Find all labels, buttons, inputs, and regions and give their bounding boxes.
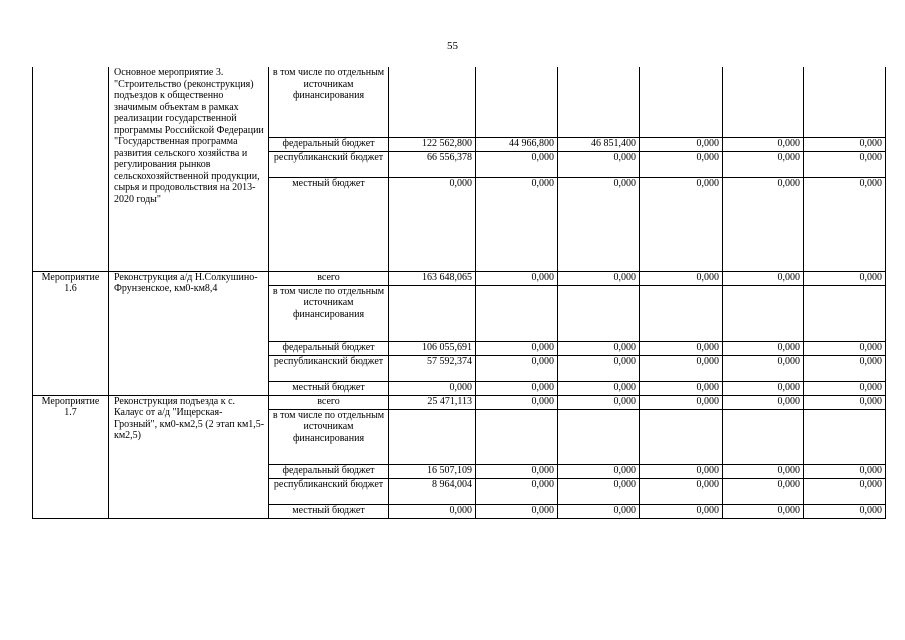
funding-source: всего xyxy=(269,271,389,285)
amount-cell xyxy=(804,67,886,137)
amount-cell xyxy=(476,67,558,137)
amount-cell: 0,000 xyxy=(804,381,886,395)
amount-cell: 0,000 xyxy=(640,395,723,409)
table-row xyxy=(33,395,886,409)
amount-cell: 0,000 xyxy=(723,137,804,151)
amount-cell: 0,000 xyxy=(804,464,886,478)
amount-cell xyxy=(389,409,476,464)
amount-cell: 0,000 xyxy=(476,177,558,271)
amount-cell: 0,000 xyxy=(723,381,804,395)
measure-description: Реконструкция подъезда к с. Калаус от а/д "Ищерская-Грозный", км0-км2,5 (2 этап км1,5-км2,5) xyxy=(109,395,269,518)
amount-cell xyxy=(476,285,558,341)
measure-label: Мероприятие 1.7 xyxy=(33,395,109,518)
amount-cell: 0,000 xyxy=(558,271,640,285)
funding-source: местный бюджет xyxy=(269,381,389,395)
funding-source: федеральный бюджет xyxy=(269,137,389,151)
amount-cell: 8 964,004 xyxy=(389,478,476,504)
amount-cell: 0,000 xyxy=(558,395,640,409)
amount-cell: 0,000 xyxy=(558,355,640,381)
amount-cell: 0,000 xyxy=(476,464,558,478)
amount-cell: 0,000 xyxy=(804,151,886,177)
funding-source: республиканский бюджет xyxy=(269,478,389,504)
amount-cell: 0,000 xyxy=(558,464,640,478)
amount-cell: 66 556,378 xyxy=(389,151,476,177)
measure-label xyxy=(33,67,109,271)
amount-cell: 0,000 xyxy=(640,137,723,151)
amount-cell: 0,000 xyxy=(723,464,804,478)
amount-cell: 0,000 xyxy=(476,381,558,395)
amount-cell xyxy=(640,409,723,464)
amount-cell xyxy=(723,67,804,137)
amount-cell: 57 592,374 xyxy=(389,355,476,381)
amount-cell: 0,000 xyxy=(723,504,804,518)
amount-cell: 0,000 xyxy=(640,271,723,285)
amount-cell: 122 562,800 xyxy=(389,137,476,151)
funding-source: республиканский бюджет xyxy=(269,355,389,381)
amount-cell xyxy=(558,409,640,464)
amount-cell: 163 648,065 xyxy=(389,271,476,285)
amount-cell xyxy=(723,409,804,464)
amount-cell: 0,000 xyxy=(723,341,804,355)
funding-source: республиканский бюджет xyxy=(269,151,389,177)
amount-cell: 0,000 xyxy=(640,504,723,518)
amount-cell xyxy=(476,409,558,464)
amount-cell: 0,000 xyxy=(804,395,886,409)
amount-cell: 0,000 xyxy=(389,504,476,518)
funding-source: местный бюджет xyxy=(269,177,389,271)
table-row xyxy=(33,271,886,285)
amount-cell: 0,000 xyxy=(476,478,558,504)
budget-table xyxy=(32,67,886,519)
table-row xyxy=(33,67,886,137)
amount-cell: 0,000 xyxy=(558,341,640,355)
amount-cell: 0,000 xyxy=(476,151,558,177)
amount-cell: 16 507,109 xyxy=(389,464,476,478)
funding-source: в том числе по отдельным источникам финансирования xyxy=(269,67,389,137)
amount-cell: 0,000 xyxy=(476,504,558,518)
amount-cell xyxy=(723,285,804,341)
measure-description: Реконструкция а/д Н.Солкушино-Фрунзенское, км0-км8,4 xyxy=(109,271,269,395)
page-number: 55 xyxy=(447,40,458,52)
amount-cell: 0,000 xyxy=(640,478,723,504)
amount-cell: 0,000 xyxy=(640,464,723,478)
amount-cell xyxy=(558,285,640,341)
amount-cell: 0,000 xyxy=(640,177,723,271)
measure-label: Мероприятие 1.6 xyxy=(33,271,109,395)
amount-cell xyxy=(804,409,886,464)
amount-cell: 0,000 xyxy=(804,341,886,355)
amount-cell xyxy=(640,285,723,341)
amount-cell: 0,000 xyxy=(476,341,558,355)
amount-cell: 0,000 xyxy=(558,478,640,504)
funding-source: в том числе по отдельным источникам финансирования xyxy=(269,409,389,464)
funding-source: федеральный бюджет xyxy=(269,464,389,478)
amount-cell: 0,000 xyxy=(476,355,558,381)
amount-cell: 0,000 xyxy=(723,355,804,381)
amount-cell xyxy=(389,67,476,137)
amount-cell: 44 966,800 xyxy=(476,137,558,151)
funding-source: федеральный бюджет xyxy=(269,341,389,355)
funding-source: в том числе по отдельным источникам финансирования xyxy=(269,285,389,341)
amount-cell xyxy=(558,67,640,137)
funding-source: всего xyxy=(269,395,389,409)
amount-cell: 0,000 xyxy=(723,151,804,177)
amount-cell: 0,000 xyxy=(723,395,804,409)
amount-cell: 0,000 xyxy=(476,271,558,285)
amount-cell: 0,000 xyxy=(389,177,476,271)
amount-cell: 0,000 xyxy=(804,355,886,381)
amount-cell: 0,000 xyxy=(804,177,886,271)
measure-description: Основное мероприятие 3. "Строительство (реконструкция) подъездов к общественно значимым объектам в рамках реализации государственной программы Российской Федерации "Государственная программа развития сельского хозяйства и регулирования рынков сельскохозяйственной продукции, сырья и продовольствия на 2013-2020 годы" xyxy=(109,67,269,271)
amount-cell: 25 471,113 xyxy=(389,395,476,409)
amount-cell: 0,000 xyxy=(389,381,476,395)
amount-cell: 0,000 xyxy=(723,177,804,271)
amount-cell: 0,000 xyxy=(640,151,723,177)
amount-cell: 0,000 xyxy=(804,137,886,151)
amount-cell: 0,000 xyxy=(558,381,640,395)
amount-cell xyxy=(640,67,723,137)
amount-cell: 0,000 xyxy=(640,341,723,355)
amount-cell: 0,000 xyxy=(558,177,640,271)
amount-cell: 0,000 xyxy=(804,504,886,518)
amount-cell: 106 055,691 xyxy=(389,341,476,355)
amount-cell: 0,000 xyxy=(723,478,804,504)
amount-cell: 0,000 xyxy=(804,271,886,285)
amount-cell: 0,000 xyxy=(804,478,886,504)
amount-cell: 0,000 xyxy=(640,381,723,395)
amount-cell xyxy=(804,285,886,341)
amount-cell: 0,000 xyxy=(558,504,640,518)
funding-source: местный бюджет xyxy=(269,504,389,518)
amount-cell: 46 851,400 xyxy=(558,137,640,151)
amount-cell xyxy=(389,285,476,341)
amount-cell: 0,000 xyxy=(723,271,804,285)
amount-cell: 0,000 xyxy=(558,151,640,177)
amount-cell: 0,000 xyxy=(476,395,558,409)
amount-cell: 0,000 xyxy=(640,355,723,381)
